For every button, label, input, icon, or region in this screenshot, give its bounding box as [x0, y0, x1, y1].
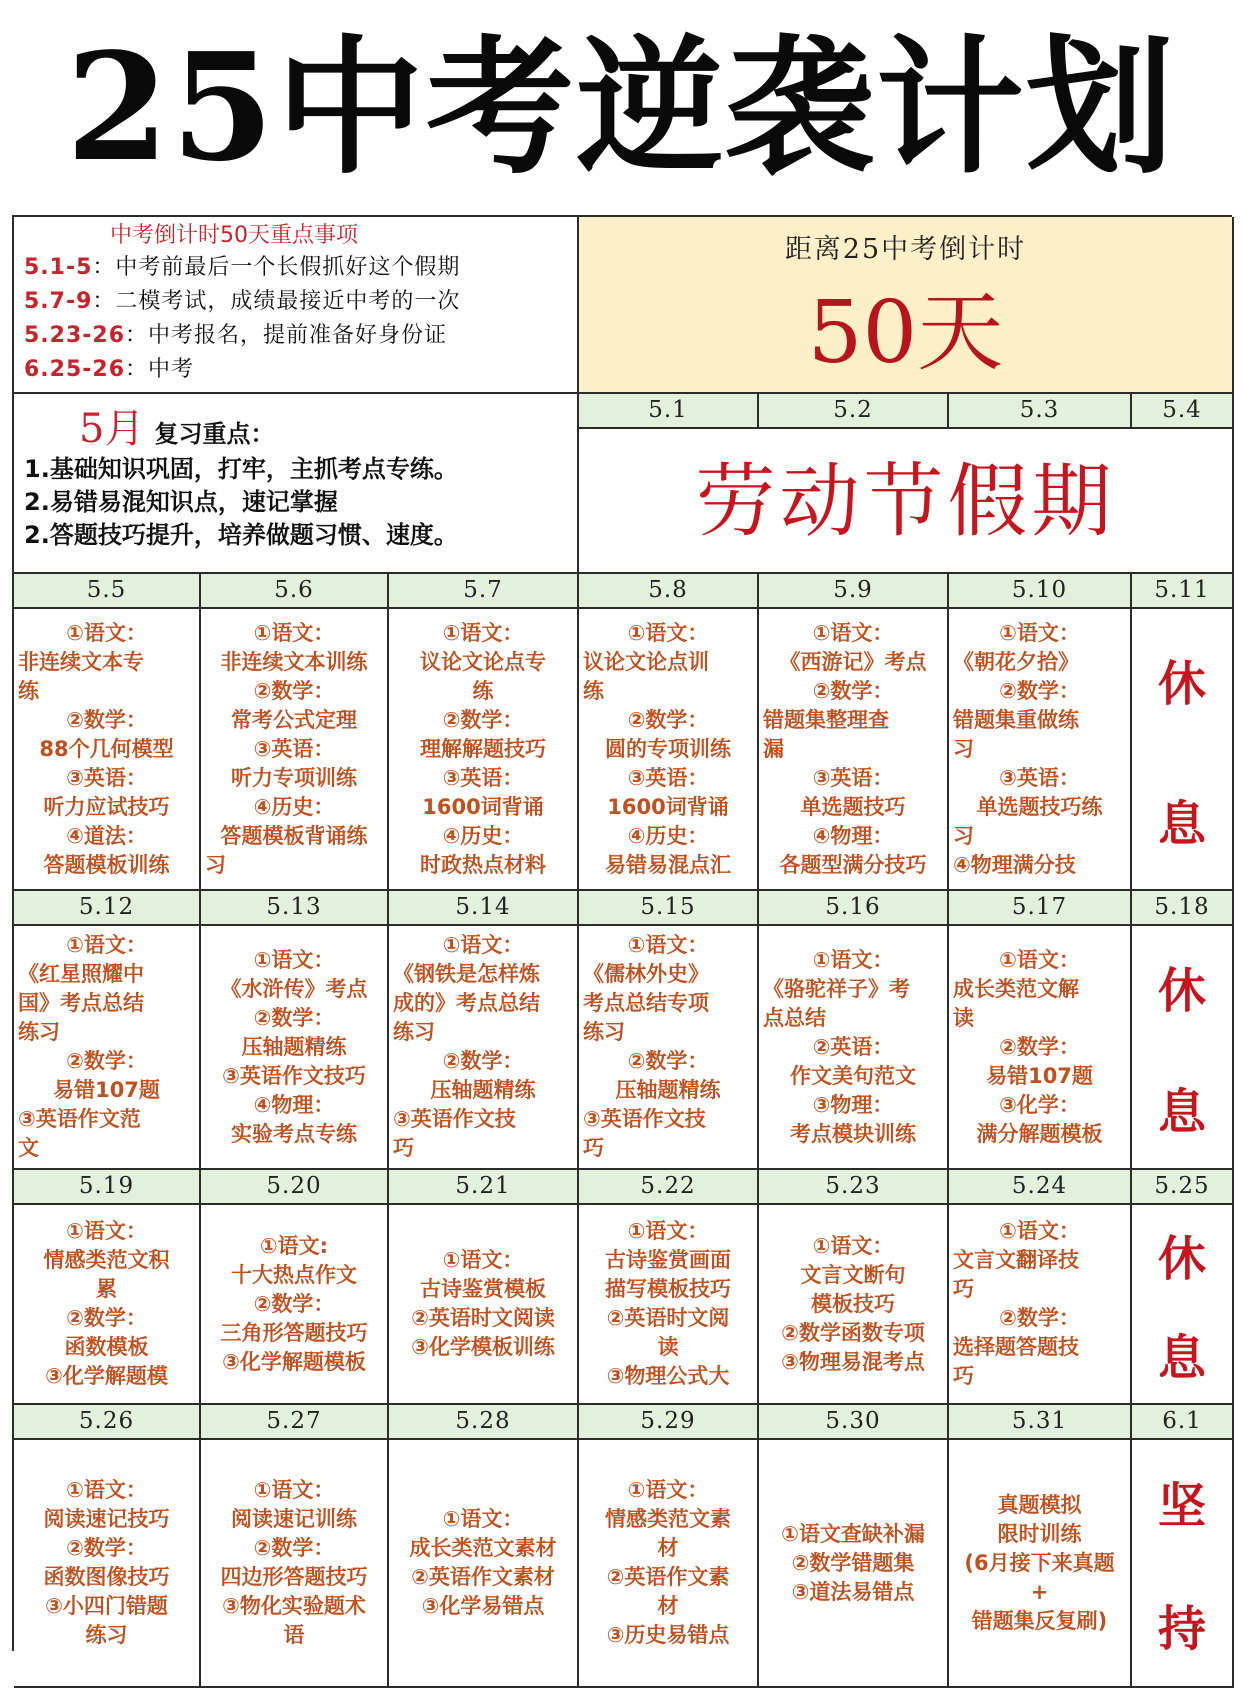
- task-line: ①语文：: [442, 620, 524, 645]
- task-line: ②数学：: [627, 1049, 709, 1073]
- task-line: 巧: [953, 1277, 974, 1301]
- task-line: +: [1030, 1579, 1049, 1604]
- page-title: 25中考逆袭计划: [66, 20, 1176, 194]
- task-line: 错题集重做练: [953, 707, 1079, 732]
- task-line: 语: [283, 1623, 305, 1647]
- date-cell: 5.27: [201, 1405, 389, 1440]
- task-cell: [389, 926, 579, 1170]
- task-cell: [579, 1440, 759, 1688]
- task-line: ②数学错题集: [791, 1550, 915, 1575]
- task-line: ①语文：: [999, 620, 1080, 645]
- task-line: 错题集反复刷): [971, 1608, 1108, 1633]
- task-line: 答题模板背诵练: [220, 823, 368, 848]
- task-line: ①语文查缺补漏: [781, 1521, 925, 1546]
- key-event-text: ：中考: [125, 357, 195, 382]
- review-point: 2.答题技巧提升，培养做题习惯、速度。: [24, 521, 458, 549]
- task-line: ③小四门错题: [45, 1594, 168, 1618]
- date-cell: 5.8: [579, 574, 759, 609]
- task-line: 《骆驼祥子》考: [763, 976, 910, 1001]
- persist-char: 持: [1157, 1601, 1206, 1657]
- task-cell: [14, 609, 201, 891]
- task-cell: [14, 926, 201, 1170]
- task-line: 材: [657, 1536, 679, 1560]
- task-line: 习: [953, 823, 974, 848]
- task-cell: [389, 1205, 579, 1405]
- task-line: ①语文：: [812, 1233, 894, 1258]
- task-line: ①语文：: [253, 1478, 335, 1502]
- task-line: ③英语：: [812, 765, 894, 790]
- rest-char: 休: [1157, 963, 1206, 1019]
- task-cell: [201, 1205, 389, 1405]
- task-cell: [949, 609, 1132, 891]
- task-line: 练: [472, 678, 494, 703]
- task-line: 练习: [583, 1020, 625, 1044]
- task-line: ①语文：: [442, 1248, 524, 1272]
- date-cell: 5.10: [949, 574, 1132, 609]
- task-cell: [201, 609, 389, 891]
- task-cell: [14, 1205, 201, 1405]
- task-line: ②英语作文素材: [411, 1565, 555, 1589]
- date-cell: 5.22: [579, 1170, 759, 1205]
- countdown-panel: [579, 217, 1234, 394]
- date-cell: 5.14: [389, 891, 579, 926]
- task-line: ③英语：: [66, 765, 147, 790]
- task-line: ①语文：: [66, 620, 147, 645]
- task-line: 考点总结专项: [583, 991, 709, 1015]
- date-cell: 5.12: [14, 891, 201, 926]
- date-cell: 5.18: [1132, 891, 1234, 926]
- task-line: 函数模板: [64, 1335, 149, 1359]
- persist-cell: [1132, 1440, 1234, 1688]
- review-month: 5月: [79, 406, 145, 452]
- key-event-text: ：中考报名，提前准备好身份证: [125, 323, 448, 348]
- task-cell: [389, 609, 579, 891]
- countdown-days: 50天: [807, 283, 1004, 383]
- rest-day-cell: [1132, 609, 1234, 891]
- task-line: 作文美句范文: [790, 1063, 916, 1088]
- task-line: 成长类范文素材: [409, 1536, 557, 1560]
- task-cell: [759, 1440, 949, 1688]
- task-line: ①语文：: [66, 1219, 147, 1243]
- task-line: ③化学模板训练: [411, 1335, 555, 1359]
- task-line: ②数学：: [253, 1291, 335, 1316]
- task-line: ③英语：: [627, 765, 709, 790]
- task-line: ①语文:: [259, 1233, 329, 1258]
- task-line: 情感类范文积: [43, 1248, 170, 1272]
- review-point: 1.基础知识巩固，打牢，主抓考点专练。: [24, 455, 458, 483]
- date-cell: 5.21: [389, 1170, 579, 1205]
- key-event-date: 6.25-26: [24, 357, 126, 382]
- task-line: 情感类范文素: [605, 1507, 731, 1531]
- task-line: 单选题技巧练: [976, 794, 1103, 819]
- task-cell: [759, 1205, 949, 1405]
- task-line: 练习: [85, 1623, 128, 1647]
- key-event-text: ：中考前最后一个长假抓好这个假期: [92, 255, 461, 280]
- date-cell: 5.3: [949, 394, 1132, 429]
- task-line: 十大热点作文: [231, 1262, 357, 1287]
- task-line: ④道法：: [66, 823, 147, 848]
- task-line: ①语文：: [66, 933, 147, 957]
- key-event-date: 5.1-5: [24, 255, 93, 280]
- task-line: 各题型满分技巧: [779, 852, 927, 877]
- task-line: ①语文：: [253, 947, 335, 972]
- task-line: ③物理：: [812, 1092, 894, 1117]
- key-events-title: 中考倒计时50天重点事项: [110, 223, 358, 248]
- task-line: ②数学函数专项: [781, 1320, 925, 1345]
- task-line: ④物理满分技: [953, 852, 1076, 877]
- task-line: 压轴题精练: [615, 1078, 721, 1102]
- task-line: ③道法易错点: [791, 1579, 915, 1604]
- task-line: ③物化实验题术: [222, 1594, 366, 1618]
- task-line: 模板技巧: [811, 1291, 895, 1316]
- task-line: ②数学：: [253, 678, 335, 703]
- key-event-date: 5.23-26: [24, 323, 126, 348]
- date-cell: 5.31: [949, 1405, 1132, 1440]
- task-line: ①语文：: [812, 947, 894, 972]
- task-line: 古诗鉴赏画面: [605, 1248, 731, 1272]
- task-cell: [579, 926, 759, 1170]
- rest-char: 休: [1157, 655, 1206, 712]
- task-line: 压轴题精练: [430, 1078, 536, 1102]
- rest-char: 息: [1157, 795, 1206, 852]
- task-line: ③英语作文范: [18, 1107, 141, 1131]
- task-line: ①语文：: [66, 1478, 147, 1502]
- task-cell: [579, 609, 759, 891]
- task-line: 时政热点材料: [420, 852, 546, 877]
- task-line: ③化学解题模板: [222, 1349, 366, 1374]
- task-line: ③化学解题模: [45, 1364, 168, 1388]
- task-line: ①语文：: [627, 933, 709, 957]
- task-line: 练习: [393, 1020, 435, 1044]
- task-line: 巧: [953, 1364, 974, 1388]
- task-line: 成长类范文解: [953, 976, 1079, 1001]
- task-line: 巧: [583, 1136, 604, 1160]
- task-line: 文: [18, 1136, 39, 1160]
- task-line: 《钢铁是怎样炼: [393, 962, 540, 986]
- task-line: ④历史：: [442, 823, 524, 848]
- holiday-text: 劳动节假期: [695, 455, 1116, 548]
- task-line: ④历史：: [253, 794, 335, 819]
- task-line: 单选题技巧: [800, 794, 906, 819]
- task-line: 选择题答题技: [953, 1335, 1079, 1359]
- task-line: 习: [953, 736, 974, 761]
- task-line: 1600词背诵: [607, 794, 729, 819]
- task-line: ②英语作文素: [606, 1565, 730, 1589]
- task-line: 阅读速记训练: [231, 1507, 357, 1531]
- task-line: 读: [953, 1005, 974, 1030]
- task-line: 国》考点总结: [18, 991, 144, 1015]
- task-line: ②数学：: [66, 707, 147, 732]
- task-line: 答题模板训练: [43, 852, 170, 877]
- task-line: 听力应试技巧: [43, 794, 170, 819]
- task-line: ②数学：: [999, 1034, 1080, 1059]
- task-line: 错题集整理查: [763, 707, 889, 732]
- review-label: 复习重点：: [154, 420, 275, 448]
- date-cell: 5.7: [389, 574, 579, 609]
- task-line: 描写模板技巧: [605, 1277, 731, 1301]
- key-event-text: ：二模考试，成绩最接近中考的一次: [92, 289, 461, 314]
- task-line: ①语文：: [442, 1507, 524, 1531]
- date-cell: 5.2: [759, 394, 949, 429]
- task-cell: [14, 1440, 201, 1688]
- task-line: ③英语：: [253, 736, 335, 761]
- task-line: 习: [205, 852, 226, 877]
- date-cell: 5.17: [949, 891, 1132, 926]
- task-line: ①语文：: [999, 947, 1080, 972]
- task-line: ③英语作文技: [583, 1107, 706, 1131]
- rest-char: 息: [1157, 1330, 1206, 1386]
- task-line: ③英语：: [442, 765, 524, 790]
- task-line: 成的》考点总结: [393, 991, 540, 1015]
- task-cell: [579, 1205, 759, 1405]
- task-line: ③英语：: [999, 765, 1080, 790]
- task-line: 理解解题技巧: [420, 736, 546, 761]
- review-point: 2.易错易混知识点，速记掌握: [24, 488, 338, 516]
- review-heading: [24, 398, 567, 453]
- task-line: 阅读速记技巧: [43, 1507, 170, 1531]
- task-line: 巧: [393, 1136, 414, 1160]
- date-cell: 5.20: [201, 1170, 389, 1205]
- task-line: 压轴题精练: [241, 1034, 347, 1059]
- task-line: 练: [583, 678, 604, 703]
- date-cell: 5.25: [1132, 1170, 1234, 1205]
- key-event-date: 5.7-9: [24, 289, 93, 314]
- date-cell: 5.30: [759, 1405, 949, 1440]
- rest-day-cell: [1132, 1205, 1234, 1405]
- task-line: ①语文：: [627, 1478, 709, 1502]
- task-line: 函数图像技巧: [43, 1565, 170, 1589]
- task-cell: [949, 1205, 1132, 1405]
- countdown-label: 距离25中考倒计时: [784, 234, 1027, 265]
- task-line: 点总结: [763, 1005, 826, 1030]
- task-line: ②英语时文阅读: [411, 1306, 555, 1330]
- date-cell: 5.1: [579, 394, 759, 429]
- date-cell: 5.11: [1132, 574, 1234, 609]
- task-line: 三角形答题技巧: [220, 1320, 368, 1345]
- task-line: ④物理：: [253, 1092, 335, 1117]
- task-cell: [949, 926, 1132, 1170]
- holiday-cell: [579, 429, 1234, 574]
- task-line: 88个几何模型: [39, 736, 174, 761]
- task-line: ②数学：: [627, 707, 709, 732]
- key-event: [24, 319, 567, 353]
- task-line: ③化学：: [999, 1092, 1080, 1117]
- key-events-panel: [14, 217, 579, 394]
- task-cell: [949, 1440, 1132, 1688]
- task-line: 1600词背诵: [422, 794, 544, 819]
- date-cell: 5.9: [759, 574, 949, 609]
- task-line: ①语文：: [812, 620, 894, 645]
- task-line: 《红星照耀中: [18, 962, 144, 986]
- task-cell: [389, 1440, 579, 1688]
- task-cell: [201, 1440, 389, 1688]
- rest-char: 息: [1157, 1084, 1206, 1140]
- task-line: 练习: [18, 1020, 60, 1044]
- review-focus-panel: [14, 394, 579, 574]
- task-line: ②数学：: [812, 678, 894, 703]
- task-line: ②数学：: [66, 1306, 147, 1330]
- task-line: ①语文：: [627, 620, 709, 645]
- task-line: 四边形答题技巧: [220, 1565, 368, 1589]
- task-line: ①语文：: [999, 1219, 1080, 1243]
- task-line: 常考公式定理: [231, 707, 357, 732]
- task-line: 累: [96, 1277, 117, 1301]
- date-cell: 5.15: [579, 891, 759, 926]
- task-line: ③化学易错点: [421, 1594, 545, 1618]
- date-cell: 5.16: [759, 891, 949, 926]
- key-event: [24, 251, 567, 285]
- task-line: (6月接下来真题: [964, 1550, 1115, 1575]
- date-cell: 5.19: [14, 1170, 201, 1205]
- task-cell: [201, 926, 389, 1170]
- rest-day-cell: [1132, 926, 1234, 1170]
- task-line: 读: [657, 1335, 679, 1359]
- task-line: 易错易混点汇: [605, 852, 731, 877]
- task-line: 《西游记》考点: [779, 649, 927, 674]
- task-line: ①语文：: [627, 1219, 709, 1243]
- persist-char: 坚: [1157, 1478, 1206, 1534]
- task-line: 古诗鉴赏模板: [420, 1277, 546, 1301]
- task-line: ②数学：: [442, 1049, 524, 1073]
- key-event: [24, 285, 567, 319]
- task-line: ③物理公式大: [606, 1364, 730, 1388]
- task-line: 漏: [763, 736, 784, 761]
- task-line: ②数学：: [253, 1536, 335, 1560]
- task-line: 《朝花夕拾》: [953, 649, 1079, 674]
- task-line: 听力专项训练: [231, 765, 357, 790]
- task-line: 非连续文本训练: [220, 649, 368, 674]
- task-line: 实验考点专练: [231, 1121, 357, 1146]
- task-line: ②英语时文阅: [606, 1306, 730, 1330]
- task-line: 《水浒传》考点: [220, 976, 368, 1001]
- task-line: 易错107题: [53, 1078, 160, 1102]
- task-line: 议论文论点专: [420, 649, 546, 674]
- task-line: 易错107题: [986, 1063, 1093, 1088]
- key-event: [24, 353, 567, 387]
- task-line: ②数学：: [999, 1306, 1080, 1330]
- date-cell: 5.4: [1132, 394, 1234, 429]
- task-line: ①语文：: [253, 620, 335, 645]
- task-line: ③物理易混考点: [781, 1349, 925, 1374]
- task-line: ③英语作文技: [393, 1107, 516, 1131]
- date-cell: 6.1: [1132, 1405, 1234, 1440]
- date-cell: 5.26: [14, 1405, 201, 1440]
- task-line: ②数学：: [66, 1049, 147, 1073]
- task-line: ④历史：: [627, 823, 709, 848]
- date-cell: 5.5: [14, 574, 201, 609]
- task-line: 非连续文本专: [18, 649, 144, 674]
- task-line: ①语文：: [442, 933, 524, 957]
- task-line: 圆的专项训练: [605, 736, 731, 761]
- task-cell: [759, 926, 949, 1170]
- rest-char: 休: [1157, 1231, 1206, 1287]
- date-cell: 5.6: [201, 574, 389, 609]
- task-line: 限时训练: [997, 1521, 1082, 1546]
- date-cell: 5.13: [201, 891, 389, 926]
- task-cell: [759, 609, 949, 891]
- task-line: 满分解题模板: [976, 1121, 1103, 1146]
- task-line: ③历史易错点: [606, 1623, 730, 1647]
- task-line: ②数学：: [253, 1005, 335, 1030]
- task-line: ②数学：: [442, 707, 524, 732]
- task-line: 材: [657, 1594, 679, 1618]
- task-line: 议论文论点训: [583, 649, 709, 674]
- plan-table: [12, 215, 1232, 1657]
- task-line: 文言文断句: [800, 1262, 906, 1287]
- task-line: ②数学：: [66, 1536, 147, 1560]
- date-cell: 5.28: [389, 1405, 579, 1440]
- task-line: 文言文翻译技: [953, 1248, 1079, 1272]
- task-line: 练: [18, 678, 39, 703]
- task-line: 真题模拟: [997, 1492, 1082, 1517]
- task-line: ②数学：: [999, 678, 1080, 703]
- task-line: 考点模块训练: [790, 1121, 916, 1146]
- task-line: ④物理：: [812, 823, 894, 848]
- task-line: ③英语作文技巧: [222, 1063, 366, 1088]
- date-cell: 5.24: [949, 1170, 1132, 1205]
- date-cell: 5.29: [579, 1405, 759, 1440]
- task-line: ②英语：: [812, 1034, 894, 1059]
- task-line: 《儒林外史》: [583, 962, 709, 986]
- date-cell: 5.23: [759, 1170, 949, 1205]
